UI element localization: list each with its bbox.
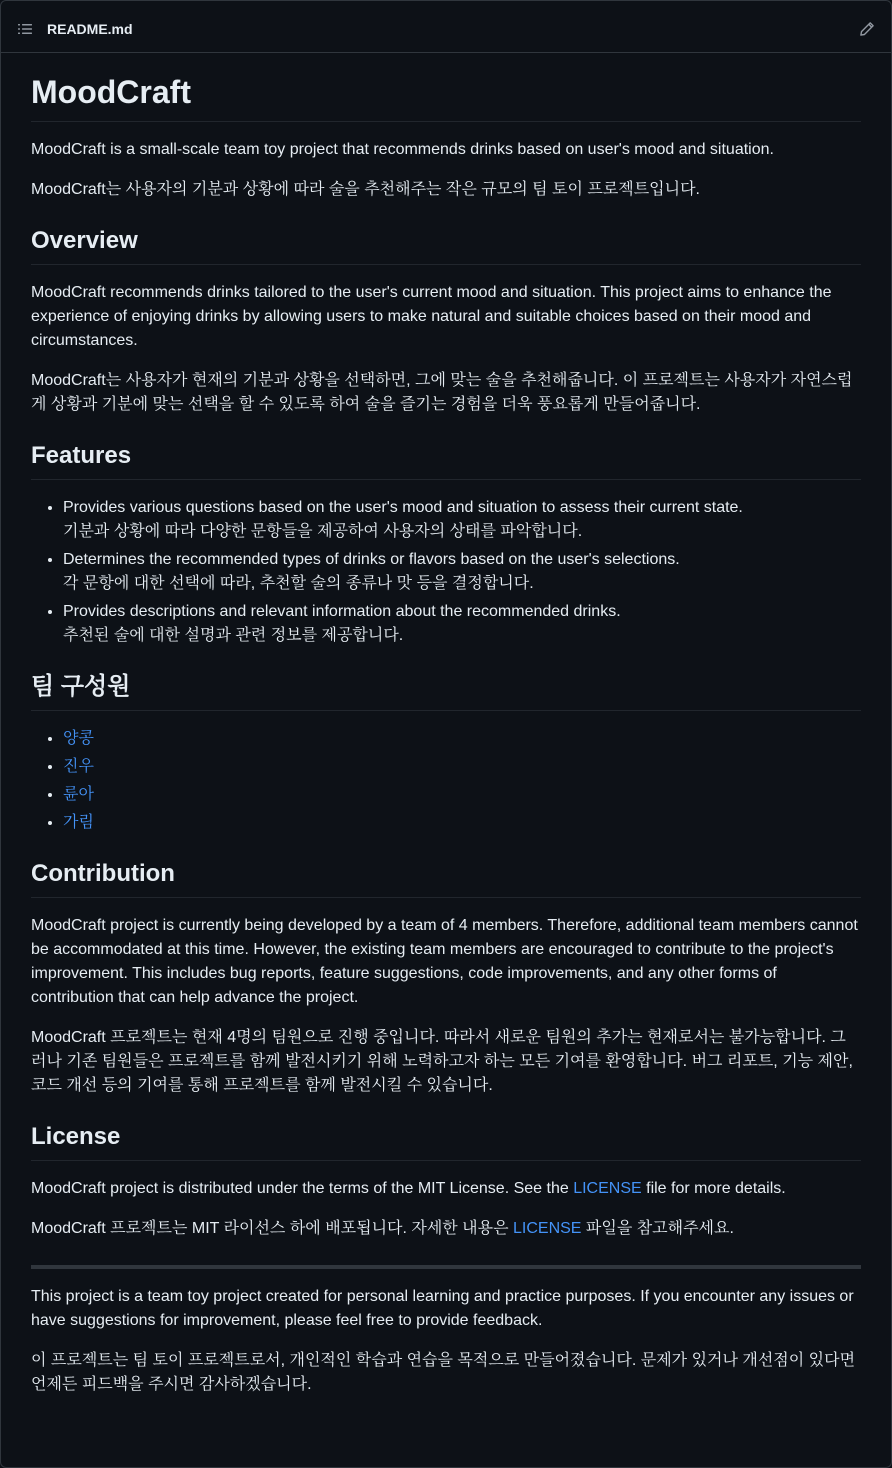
readme-body xyxy=(1,73,891,1397)
list-item xyxy=(63,755,861,779)
feature-ko: 각 문항에 대한 선택에 따라, 추천할 술의 종류나 맛 등을 결정합니다. xyxy=(63,575,534,593)
feature-ko: 기분과 상황에 따라 다양한 문항들을 제공하여 사용자의 상태를 파악합니다. xyxy=(63,523,583,541)
contribution-ko: MoodCraft 프로젝트는 현재 4명의 팀원으로 진행 중입니다. 따라서 새로운 팀원의 추가는 현재로서는 불가능합니다. 그러나 기존 팀원들은 프로젝트를 함께 발전시키기 위해 노력하고자 하는 모든 기여를 환영합니다. 버그 리포트, 기능 제안, 코드 개선 등의 기여를 통해 프로젝트를 함께 발전시킬 수 있습니다. xyxy=(31,1029,853,1095)
team-member-link[interactable]: 진우 xyxy=(63,758,94,776)
overview-heading: Overview xyxy=(31,226,861,265)
list-item xyxy=(63,600,861,648)
license-ko xyxy=(31,1217,861,1241)
team-member-link[interactable]: 양콩 xyxy=(63,730,94,748)
team-list xyxy=(31,727,861,835)
team-member-link[interactable]: 륜아 xyxy=(63,786,94,804)
footer-en: This project is a team toy project created for personal learning and practice purposes. If you encounter any issues or have suggestions for improvement, please feel free to provide feedback. xyxy=(31,1288,854,1330)
readme-header xyxy=(1,5,891,53)
pencil-icon[interactable] xyxy=(859,21,875,37)
license-ko-text-end: 파일을 참고해주세요. xyxy=(581,1220,734,1238)
features-heading: Features xyxy=(31,441,861,480)
license-ko-text: MoodCraft 프로젝트는 MIT 라이선스 하에 배포됩니다. 자세한 내용은 xyxy=(31,1220,513,1238)
list-item xyxy=(63,783,861,807)
license-en-text: MoodCraft project is distributed under the terms of the MIT License. See the xyxy=(31,1180,574,1198)
contribution-heading: Contribution xyxy=(31,859,861,898)
list-item xyxy=(63,548,861,596)
contribution-en: MoodCraft project is currently being developed by a team of 4 members. Therefore, additional team members cannot be accommodated at this time. However, the existing team members are encouraged to contribute to the project's improvement. This includes bug reports, feature suggestions, code improvements, and any other forms of contribution that can help advance the project. xyxy=(31,917,858,1007)
feature-en: Provides descriptions and relevant information about the recommended drinks. xyxy=(63,603,621,621)
list-item xyxy=(63,811,861,835)
intro-en: MoodCraft is a small-scale team toy project that recommends drinks based on user's mood and situation. xyxy=(31,141,774,159)
team-heading: 팀 구성원 xyxy=(31,672,861,711)
license-link[interactable]: LICENSE xyxy=(513,1220,582,1238)
page-title: MoodCraft xyxy=(31,73,861,122)
team-member-link[interactable]: 가림 xyxy=(63,814,94,832)
footer-ko: 이 프로젝트는 팀 토이 프로젝트로서, 개인적인 학습과 연습을 목적으로 만들어졌습니다. 문제가 있거나 개선점이 있다면 언제든 피드백을 주시면 감사하겠습니다. xyxy=(31,1352,856,1394)
list-unordered-icon[interactable] xyxy=(17,21,33,37)
overview-en: MoodCraft recommends drinks tailored to the user's current mood and situation. This project aims to enhance the experience of enjoying drinks by allowing users to make natural and suitable choices based on their mood and circumstances. xyxy=(31,284,832,350)
list-item xyxy=(63,496,861,544)
feature-en: Provides various questions based on the user's mood and situation to assess their current state. xyxy=(63,499,743,517)
divider xyxy=(31,1265,861,1269)
overview-ko: MoodCraft는 사용자가 현재의 기분과 상황을 선택하면, 그에 맞는 술을 추천해줍니다. 이 프로젝트는 사용자가 자연스럽게 상황과 기분에 맞는 선택을 할 수 있도록 하여 술을 즐기는 경험을 더욱 풍요롭게 만들어줍니다. xyxy=(31,372,853,414)
feature-en: Determines the recommended types of drinks or flavors based on the user's selections. xyxy=(63,551,680,569)
license-en xyxy=(31,1177,861,1201)
license-heading: License xyxy=(31,1122,861,1161)
list-item xyxy=(63,727,861,751)
file-name: README.md xyxy=(47,20,133,37)
features-list xyxy=(31,496,861,648)
intro-ko: MoodCraft는 사용자의 기분과 상황에 따라 술을 추천해주는 작은 규모의 팀 토이 프로젝트입니다. xyxy=(31,181,700,199)
license-en-text-end: file for more details. xyxy=(641,1180,786,1198)
feature-ko: 추천된 술에 대한 설명과 관련 정보를 제공합니다. xyxy=(63,627,404,645)
license-link[interactable]: LICENSE xyxy=(573,1180,642,1198)
